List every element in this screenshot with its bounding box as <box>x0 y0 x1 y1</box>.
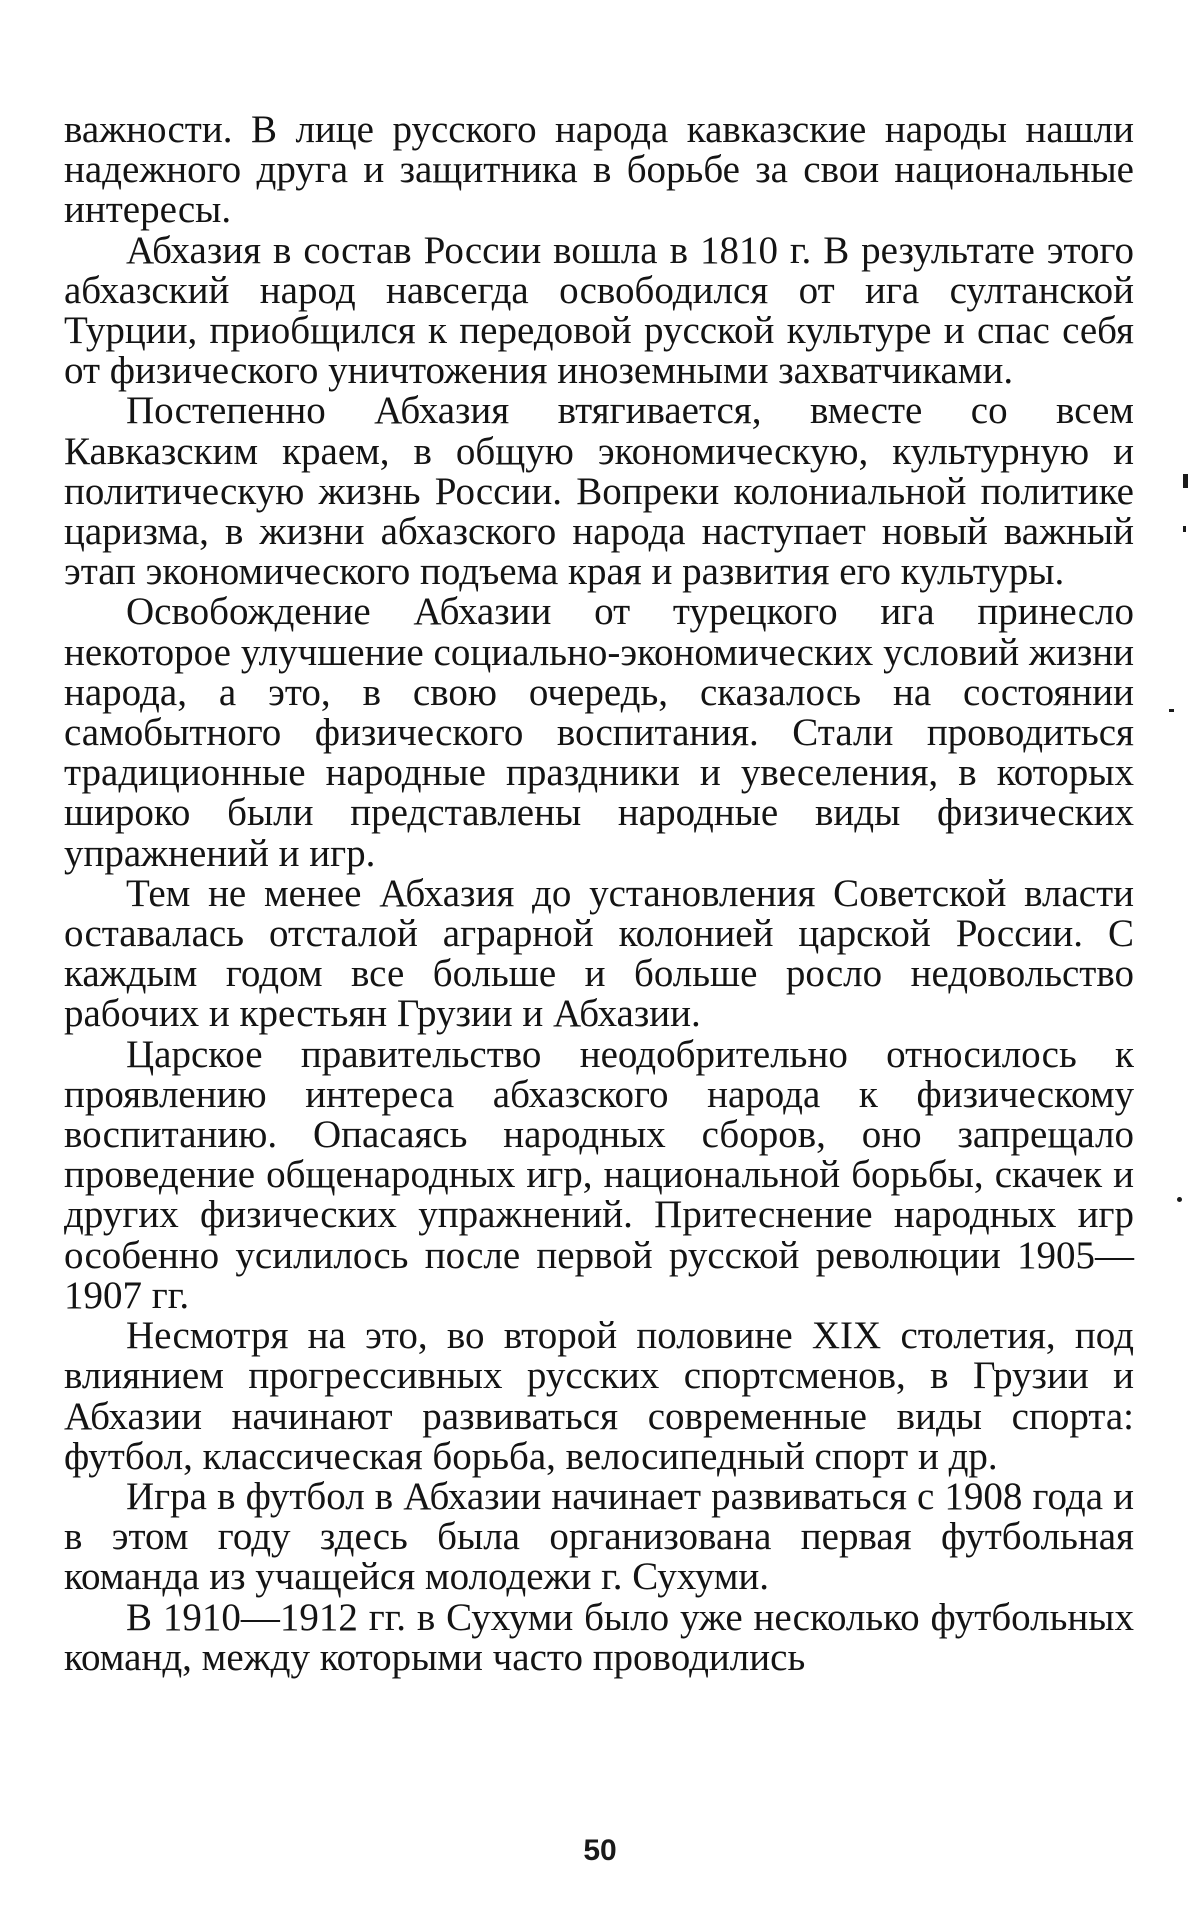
scan-speck <box>1169 709 1174 712</box>
paragraph-3: Постепенно Абхазия втягивается, вместе со всем Кавказским краем, в общую экономическую, культурную и политическую жизнь России. Вопреки колониальной политике царизма, в жизни абхазского народа наступает новый важный этап экономического подъема края и развития его культуры. <box>64 389 1134 594</box>
page-body <box>64 110 1134 1678</box>
paragraph-4: Освобождение Абхазии от турецкого ига принесло некоторое улучшение социально-экономических условий жизни народа, а это, в свою очередь, сказалось на состоянии самобытного физического воспитания. Стали проводиться традиционные народные праздники и увеселения, в которых широко были представлены народные виды физических упражнений и игр. <box>64 590 1134 875</box>
scan-speck <box>1183 526 1186 532</box>
paragraph-9: В 1910—1912 гг. в Сухуми было уже несколько футбольных команд, между которыми часто проводились <box>64 1595 1134 1679</box>
paragraph-6: Царское правительство неодобрительно относилось к проявлению интереса абхазского народа к физическому воспитанию. Опасаясь народных сборов, оно запрещало проведение общенародных игр, национальной борьбы, скачек и других физических упражнений. Притеснение народных игр особенно усилилось после первой русской революции 1905—1907 гг. <box>64 1032 1134 1317</box>
scan-speck <box>1183 474 1188 488</box>
paragraph-7: Несмотря на это, во второй половине XIX столетия, под влиянием прогрессивных русских спортсменов, в Грузии и Абхазии начинают развиваться современные виды спорта: футбол, классическая борьба, велосипедный спорт и др. <box>64 1314 1134 1478</box>
paragraph-2: Абхазия в состав России вошла в 1810 г. В результате этого абхазский народ навсегда освободился от ига султанской Турции, приобщился к передовой русской культуре и спас себя от физического уничтожения иноземными захватчиками. <box>64 228 1134 393</box>
paragraph-5: Тем не менее Абхазия до установления Советской власти оставалась отсталой аграрной колонией царской России. С каждым годом все больше и больше росло недовольство рабочих и крестьян Грузии и Абхазии. <box>64 871 1134 1036</box>
page-number: 50 <box>583 1834 617 1867</box>
paragraph-8: Игра в футбол в Абхазии начинает развиваться с 1908 года и в этом году здесь была организована первая футбольная команда из учащейся молодежи г. Сухуми. <box>64 1474 1134 1599</box>
scan-speck <box>1177 1197 1182 1202</box>
paragraph-1: важности. В лице русского народа кавказские народы нашли надежного друга и защитника в борьбе за свои национальные интересы. <box>64 108 1134 232</box>
